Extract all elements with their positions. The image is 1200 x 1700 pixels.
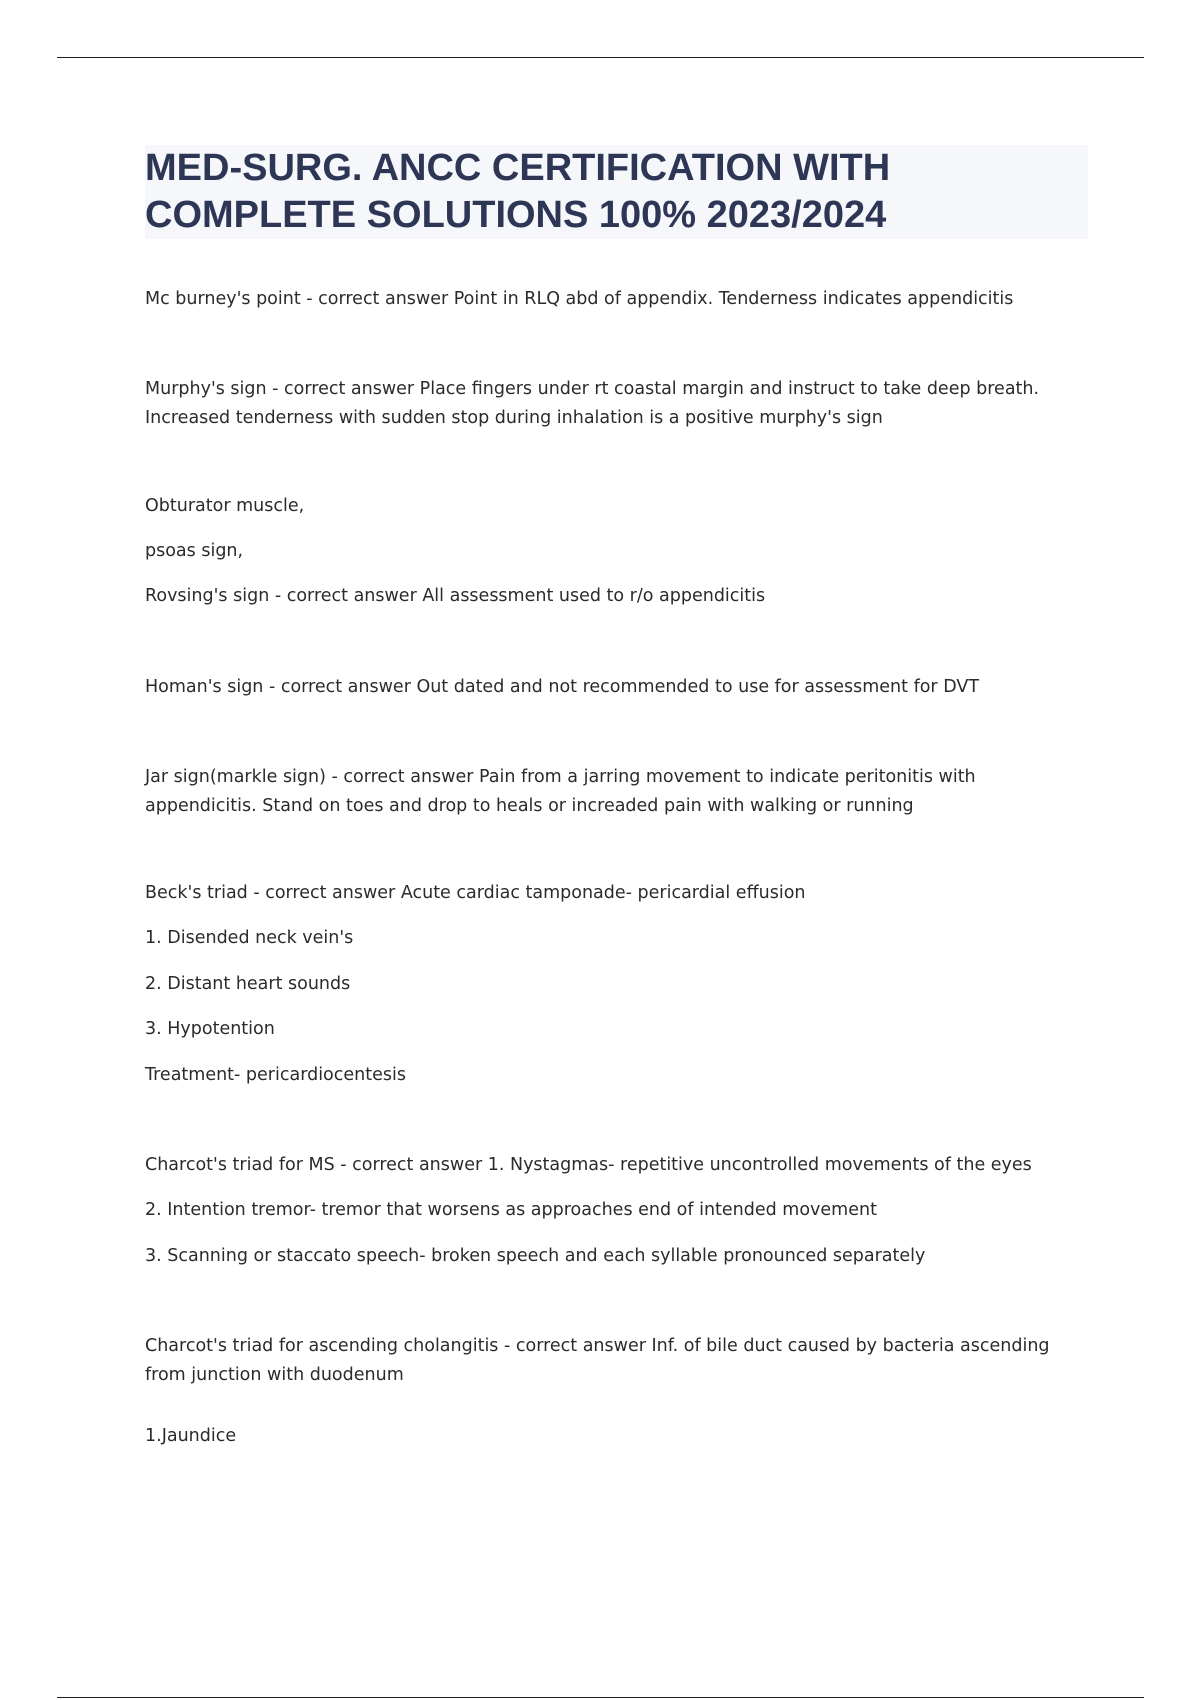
entry-murphy: Murphy's sign - correct answer Place fingers under rt coastal margin and instruct to take deep breath. Increased tenderness with sudden stop during inhalation is a positive murphy's sign [145,379,1040,428]
title-line-2: COMPLETE SOLUTIONS 100% 2023/2024 [145,194,887,236]
title-line-1: MED-SURG. ANCC CERTIFICATION WITH [145,147,891,189]
list-item: 2. Distant heart sounds [145,974,351,994]
list-item: 2. Intention tremor- tremor that worsens as approaches end of intended movement [145,1200,877,1220]
bottom-divider [57,1697,1144,1698]
list-item: 3. Hypotention [145,1019,275,1039]
entry-charcot-ms: Charcot's triad for MS - correct answer 1. Nystagmas- repetitive uncontrolled movements of the eyes [145,1155,1032,1175]
entry-beck-treatment: Treatment- pericardiocentesis [145,1065,406,1085]
entry-mcburney: Mc burney's point - correct answer Point in RLQ abd of appendix. Tenderness indicates appendicitis [145,289,1014,309]
title-banner [145,145,1088,239]
list-item: 3. Scanning or staccato speech- broken speech and each syllable pronounced separately [145,1246,926,1266]
list-item: 1. Disended neck vein's [145,928,354,948]
entry-beck-triad: Beck's triad - correct answer Acute cardiac tamponade- pericardial effusion [145,883,806,903]
top-divider [57,57,1144,58]
entry-obturator: Obturator muscle, [145,496,305,516]
entry-homan: Homan's sign - correct answer Out dated and not recommended to use for assessment for DVT [145,677,980,697]
entry-jar-sign: Jar sign(markle sign) - correct answer Pain from a jarring movement to indicate peritonitis with appendicitis. Stand on toes and drop to heals or increaded pain with walking or running [145,767,976,816]
entry-charcot-cholangitis: Charcot's triad for ascending cholangitis - correct answer Inf. of bile duct caused by bacteria ascending from junction with duodenum [145,1336,1050,1385]
entry-rovsing: Rovsing's sign - correct answer All assessment used to r/o appendicitis [145,586,766,606]
list-item: 1.Jaundice [145,1426,237,1446]
document-title [145,145,1088,239]
entry-psoas: psoas sign, [145,541,244,561]
